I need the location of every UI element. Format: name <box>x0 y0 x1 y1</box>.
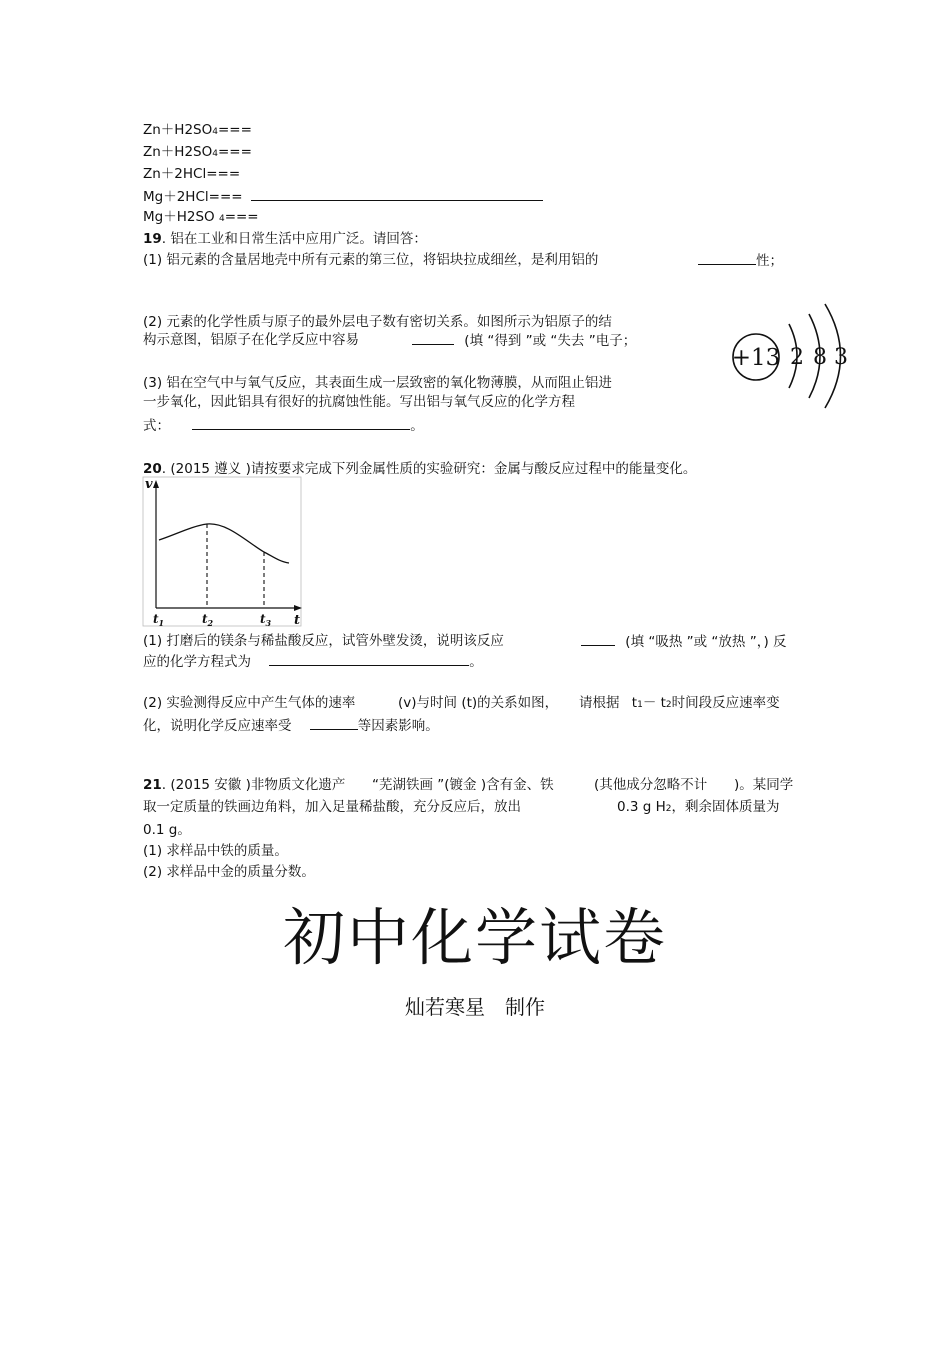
q21-line4 <box>143 842 288 860</box>
subscript: 4 <box>218 214 225 224</box>
equation-text: === <box>224 209 259 225</box>
q20-part2-mid <box>398 694 558 712</box>
question-text: t <box>631 695 638 711</box>
answer-blank[interactable] <box>192 416 410 430</box>
question-number: 21 <box>143 777 162 793</box>
question-text: 。 <box>469 654 483 670</box>
paper-author: 灿若寒星 制作 <box>405 995 545 1019</box>
question-text: (v)与时间 (t)的关系如图， <box>398 695 559 711</box>
equation-text: Mg＋H2SO <box>143 209 219 225</box>
question-text: (填 “吸热 ”或 “放热 ”，) 反 <box>625 634 787 650</box>
question-text: 。 <box>410 418 424 434</box>
q20-part2-line1 <box>143 694 355 712</box>
q20-part1-line2 <box>143 652 483 671</box>
answer-blank[interactable] <box>310 716 358 730</box>
q19-part1 <box>143 251 598 269</box>
rate-time-graph <box>142 476 307 628</box>
answer-blank[interactable] <box>698 251 756 265</box>
y-axis-label: v <box>145 477 153 492</box>
graph-frame <box>143 477 301 626</box>
q21-stem-b <box>372 776 554 794</box>
question-text: 应的化学方程式为 <box>143 654 251 670</box>
question-text: . (2015 安徽 )非物质文化遗产 <box>161 777 346 793</box>
answer-blank[interactable] <box>581 632 615 646</box>
equation-text: Zn＋H2SO <box>143 122 213 138</box>
x-tick-t1: $t_1$ <box>153 612 165 628</box>
x-axis-label: t <box>294 613 301 628</box>
q19-part2-tail <box>412 331 636 350</box>
q21-line3 <box>143 821 191 839</box>
q21-stem <box>143 776 345 794</box>
q19-part3-line2 <box>143 393 575 411</box>
x-tick-t3: $t_3$ <box>260 612 272 628</box>
question-text: 取一定质量的铁画边角料，加入足量稀盐酸，充分反应后，放出 <box>143 799 521 815</box>
subscript: 1 <box>637 700 643 710</box>
question-number: 19 <box>143 231 162 247</box>
q19-part3-line3 <box>143 416 424 435</box>
equation-line-5 <box>143 208 259 228</box>
question-text: (1) 求样品中铁的质量。 <box>143 843 288 859</box>
y-axis-arrow <box>153 480 159 488</box>
question-text: 时间段反应速率变 <box>671 695 780 711</box>
question-text: . 铝在工业和日常生活中应用广泛。请回答： <box>161 231 427 247</box>
question-text: (2) 求样品中金的质量分数。 <box>143 864 315 880</box>
question-text: 0.3 g H <box>617 799 666 815</box>
equation-text: Mg＋2HCl=== <box>143 189 243 205</box>
question-text: (2) 实验测得反应中产生气体的速率 <box>143 695 356 711</box>
aluminum-atom-diagram <box>725 300 855 412</box>
subscript: 4 <box>212 127 218 137</box>
q20-part2-tail <box>579 694 780 714</box>
shell-electrons-3: 3 <box>834 345 848 370</box>
question-text: (填 “得到 ”或 “失去 ”电子； <box>464 333 637 349</box>
subscript: 2 <box>665 700 672 710</box>
q19-stem <box>143 230 427 248</box>
question-text: (3) 铝在空气中与氧气反应，其表面生成一层致密的氧化物薄膜，从而阻止铝进 <box>143 375 612 391</box>
answer-blank[interactable] <box>251 187 543 201</box>
question-text: (1) 铝元素的含量居地壳中所有元素的第三位，将铝块拉成细丝，是利用铝的 <box>143 252 599 268</box>
question-text: . (2015 遵义 )请按要求完成下列金属性质的实验研究：金属与酸反应过程中的能量变化。 <box>161 461 697 477</box>
x-tick-t2: $t_2$ <box>202 612 214 628</box>
question-text: 式： <box>143 418 170 434</box>
q20-part1-line1 <box>143 632 504 650</box>
equation-text: Zn＋2HCl=== <box>143 166 241 182</box>
question-text: － t <box>642 695 666 711</box>
q19-part2-line2 <box>143 331 359 349</box>
shell-electrons-1: 2 <box>790 345 804 370</box>
subscript: 2 <box>665 804 672 814</box>
q21-line5 <box>143 863 315 881</box>
q21-stem-c <box>594 776 707 794</box>
equation-text: Zn＋H2SO <box>143 144 213 160</box>
q21-line2 <box>143 798 521 816</box>
equation-text: === <box>217 144 252 160</box>
rate-curve <box>159 524 289 563</box>
subscript: 4 <box>212 149 218 159</box>
question-text: 一步氧化，因此铝具有很好的抗腐蚀性能。写出铝与氧气反应的化学方程 <box>143 394 575 410</box>
question-text: (2) 元素的化学性质与原子的最外层电子数有密切关系。如图所示为铝原子的结 <box>143 314 612 330</box>
q19-part3-line1 <box>143 374 612 392</box>
equation-line-4 <box>143 187 543 206</box>
q21-stem-d <box>734 776 793 794</box>
nucleus-charge: +13 <box>731 345 781 371</box>
question-text: 化，说明化学反应速率受 <box>143 718 292 734</box>
question-text: )。某同学 <box>734 777 794 793</box>
question-text: (其他成分忽略不计 <box>594 777 708 793</box>
question-text: ，剩余固体质量为 <box>671 799 780 815</box>
answer-blank[interactable] <box>412 331 454 345</box>
q20-part2-line2 <box>143 716 439 735</box>
answer-blank[interactable] <box>269 652 469 666</box>
equation-line-2 <box>143 143 252 163</box>
question-text: 请根据 <box>579 695 620 711</box>
equation-line-1 <box>143 121 252 141</box>
question-text: “芜湖铁画 ”(镀金 )含有金、铁 <box>372 777 554 793</box>
q21-line2-tail <box>617 798 780 818</box>
shell-electrons-2: 8 <box>813 345 827 370</box>
question-text: 构示意图，铝原子在化学反应中容易 <box>143 332 359 348</box>
question-text: (1) 打磨后的镁条与稀盐酸反应，试管外壁发烫，说明该反应 <box>143 633 504 649</box>
question-number: 20 <box>143 461 162 477</box>
q19-part1-tail <box>698 251 783 270</box>
paper-title: 初中化学试卷 <box>282 901 667 974</box>
equation-text: === <box>217 122 252 138</box>
question-text: 性； <box>756 253 783 269</box>
question-text: 等因素影响。 <box>357 718 439 734</box>
q19-part2-line1 <box>143 313 612 331</box>
equation-line-3 <box>143 165 240 183</box>
q20-part1-tail <box>581 632 787 651</box>
question-text: 0.1 g。 <box>143 822 191 838</box>
